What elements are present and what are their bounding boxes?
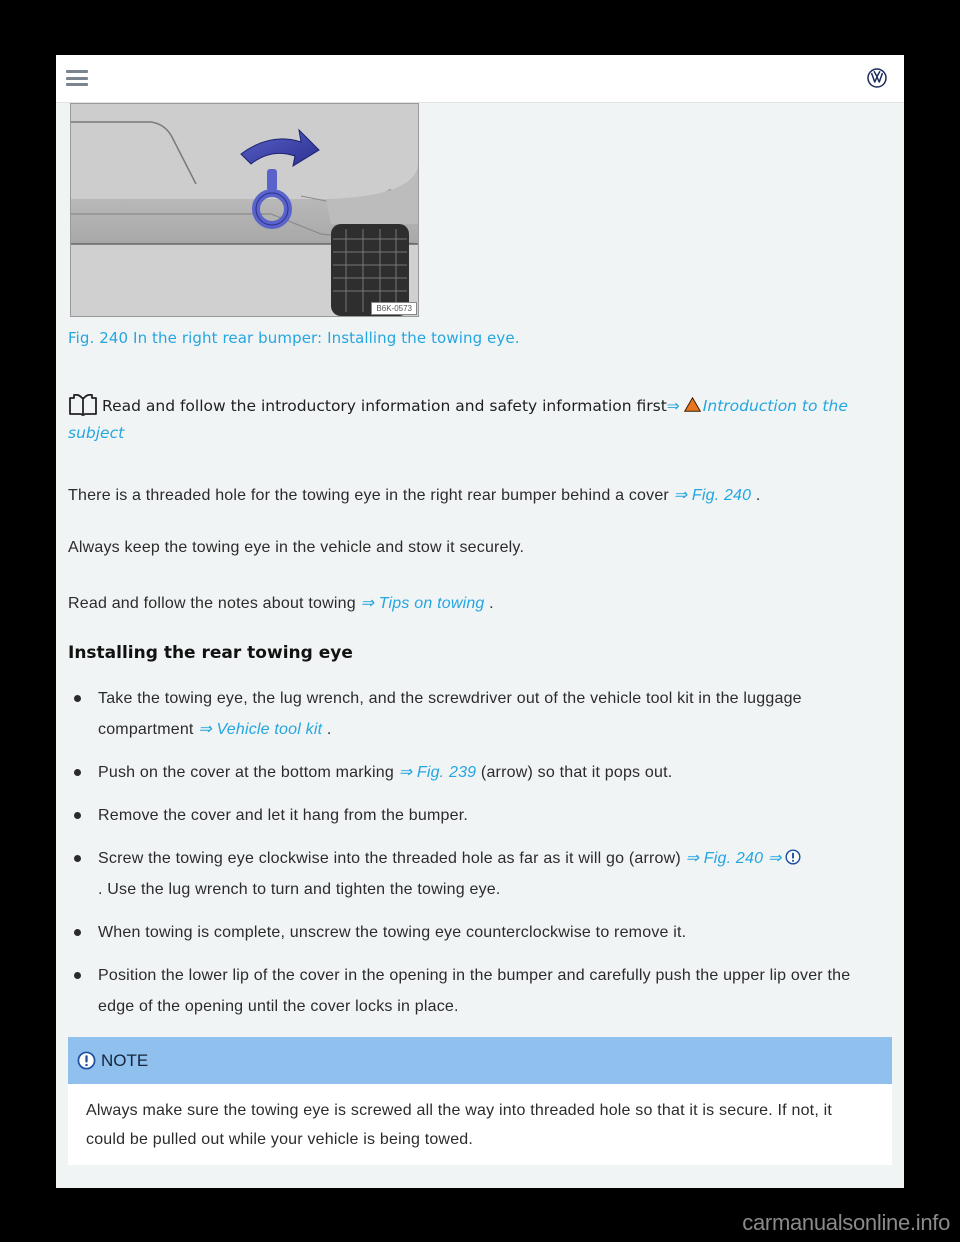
exclamation-circle-icon	[77, 1051, 96, 1070]
intro-arrow[interactable]: ⇒	[666, 397, 680, 415]
list-item: Position the lower lip of the cover in the opening in the bumper and carefully push the upper lip over the edge of the opening until the cover locks in place.	[68, 960, 888, 1022]
bullet	[74, 695, 81, 702]
vw-logo-icon[interactable]	[867, 68, 887, 88]
steps-list	[68, 683, 888, 1034]
paragraph-keep-towing-eye: Always keep the towing eye in the vehicle and stow it securely.	[68, 539, 525, 556]
bullet	[74, 812, 81, 819]
list-item: Take the towing eye, the lug wrench, and the screwdriver out of the vehicle tool kit in the luggage compartment ⇒ Vehicle tool kit .	[68, 683, 888, 745]
book-icon	[68, 394, 98, 416]
note-title: NOTE	[101, 1050, 149, 1070]
paragraph-threaded-hole: There is a threaded hole for the towing eye in the right rear bumper behind a cover ⇒ Fig. 240 .	[68, 487, 761, 504]
bullet	[74, 769, 81, 776]
watermark: carmanualsonline.info	[742, 1210, 950, 1235]
note-header	[68, 1037, 892, 1084]
vehicle-tool-kit-link[interactable]: ⇒ Vehicle tool kit	[198, 721, 323, 738]
bullet	[74, 972, 81, 979]
section-heading: Installing the rear towing eye	[68, 643, 353, 663]
introduction-link[interactable]: Introduction to the subject	[68, 397, 848, 442]
list-item: When towing is complete, unscrew the towing eye counterclockwise to remove it.	[68, 917, 888, 948]
top-bar	[56, 55, 904, 103]
intro-note	[68, 393, 888, 447]
manual-page	[56, 55, 904, 1188]
note-box	[68, 1037, 892, 1165]
list-item: Push on the cover at the bottom marking ⇒ Fig. 239 (arrow) so that it pops out.	[68, 757, 888, 788]
bumper-illustration	[71, 104, 418, 316]
fig-240-note-link[interactable]: ⇒ Fig. 240 ⇒	[685, 850, 782, 867]
warning-triangle-icon	[684, 397, 701, 412]
figure-towing-eye-illustration	[70, 103, 419, 317]
tips-on-towing-link[interactable]: ⇒ Tips on towing	[360, 595, 485, 612]
figure-code: B6K-0573	[371, 302, 417, 315]
intro-text: Read and follow the introductory information and safety information first	[102, 397, 667, 415]
fig-240-link[interactable]: ⇒ Fig. 240	[673, 487, 752, 504]
note-exclamation-icon[interactable]	[785, 849, 801, 865]
paragraph-towing-notes: Read and follow the notes about towing ⇒ Tips on towing .	[68, 595, 494, 612]
bullet	[74, 929, 81, 936]
note-body: Always make sure the towing eye is screwed all the way into threaded hole so that it is secure. If not, it could be pulled out while your vehicle is being towed.	[86, 1102, 833, 1148]
fig-239-link[interactable]: ⇒ Fig. 239	[398, 764, 477, 781]
list-item: Screw the towing eye clockwise into the threaded hole as far as it will go (arrow) ⇒ Fig. 240 ⇒ . Use the lug wrench to turn and tighten the towing eye.	[68, 843, 888, 905]
hamburger-menu-icon[interactable]	[66, 70, 88, 86]
list-item: Remove the cover and let it hang from the bumper.	[68, 800, 888, 831]
figure-caption: Fig. 240 In the right rear bumper: Installing the towing eye.	[68, 329, 520, 347]
bullet	[74, 855, 81, 862]
